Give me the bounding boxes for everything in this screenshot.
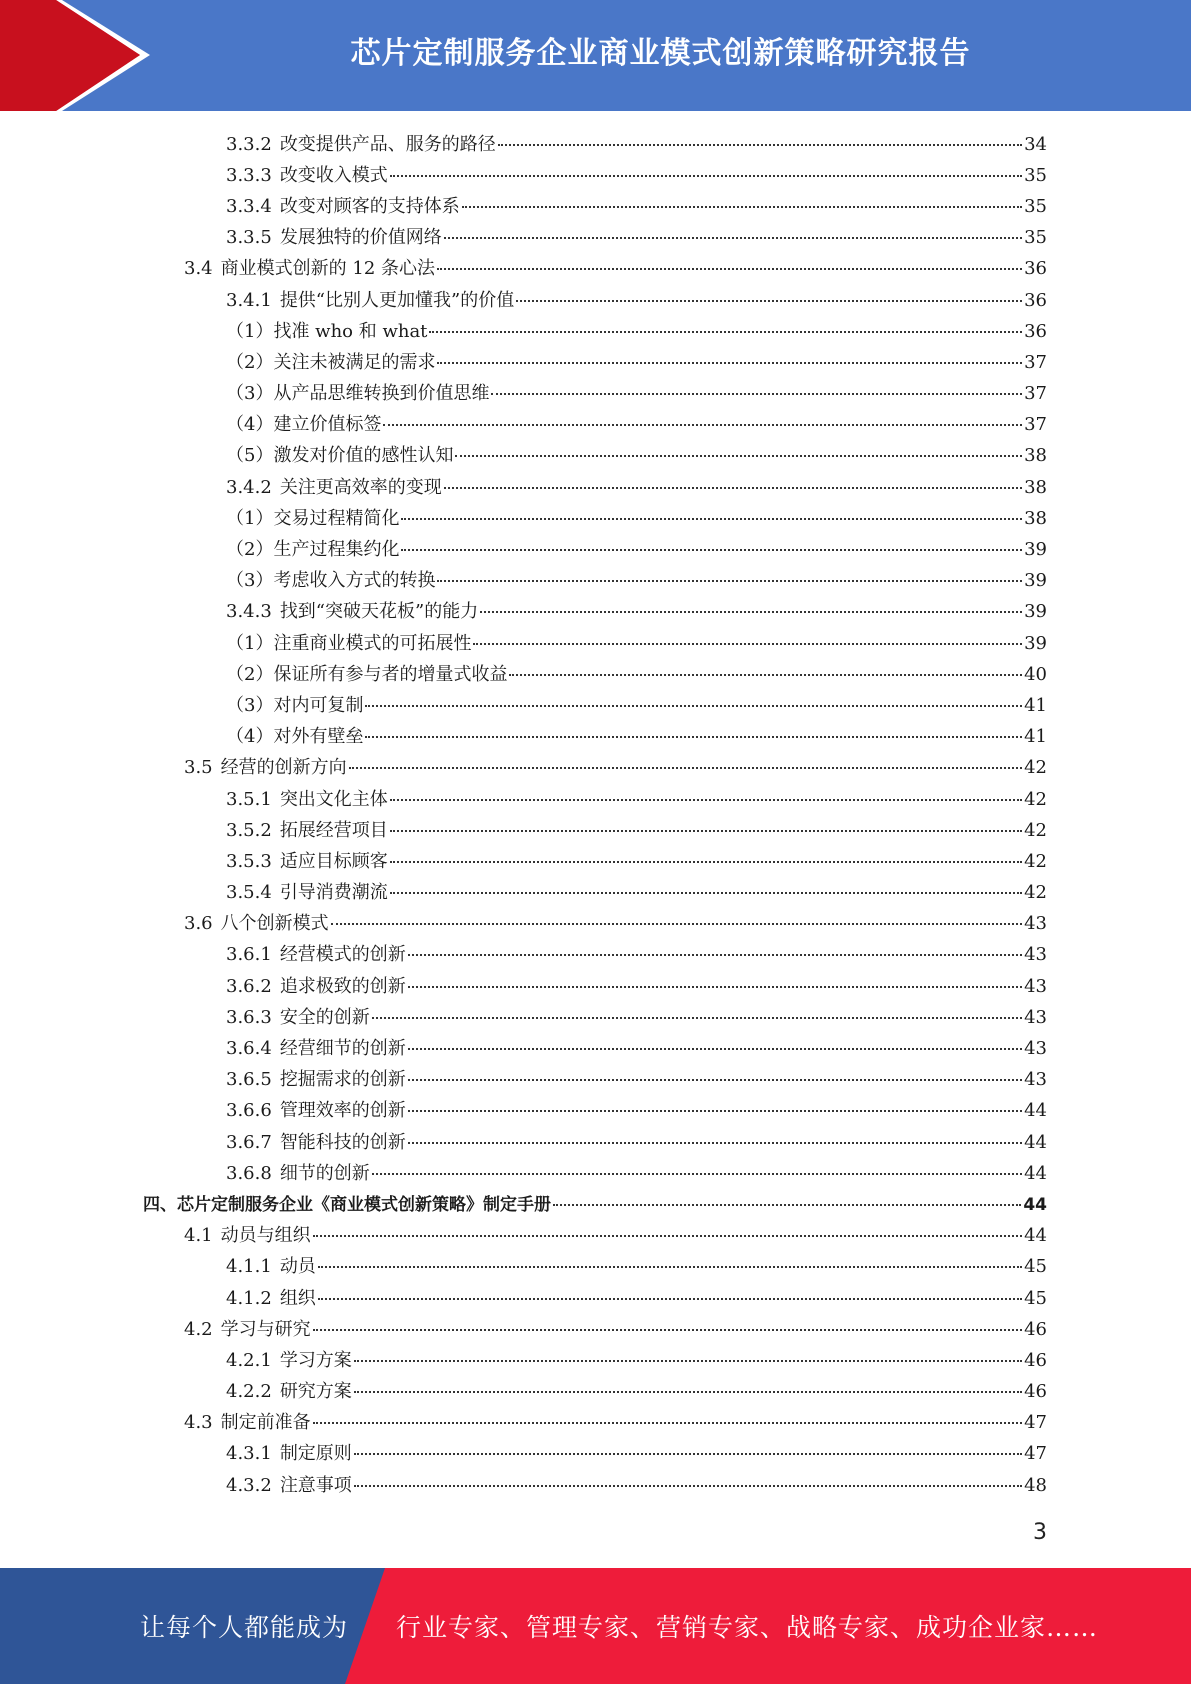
toc-entry-number: （4）	[226, 726, 274, 748]
toc-entry-number: 3.4.2	[226, 476, 272, 498]
toc-leader-dots	[437, 362, 1022, 364]
toc-entry-label	[226, 130, 496, 156]
toc-leader-dots	[313, 1422, 1022, 1424]
toc-entry-title: 适应目标顾客	[279, 850, 388, 872]
toc-leader-dots	[318, 1266, 1022, 1268]
toc-entry-page: 44	[1023, 1195, 1047, 1216]
toc-entry-page: 43	[1024, 913, 1047, 935]
toc-leader-dots	[509, 674, 1022, 676]
toc-entry[interactable]	[0, 1094, 1191, 1125]
toc-entry-title: 找准 who 和 what	[273, 320, 428, 342]
toc-entry-title: 学习与研究	[220, 1318, 311, 1340]
toc-entry-page: 42	[1024, 882, 1047, 904]
toc-entry-page: 35	[1024, 195, 1047, 217]
toc-entry-title: 提供“比别人更加懂我”的价值	[279, 289, 515, 311]
toc-entry-title: 学习方案	[279, 1349, 352, 1371]
toc-entry[interactable]	[0, 813, 1191, 844]
toc-entry-label	[226, 1252, 316, 1278]
toc-entry-page: 37	[1024, 351, 1047, 373]
toc-entry-page: 39	[1024, 601, 1047, 623]
toc-entry-label	[184, 753, 347, 779]
toc-entry-number: 3.6	[184, 913, 213, 935]
toc-entry[interactable]	[0, 252, 1191, 283]
toc-entry-label	[226, 1128, 406, 1154]
toc-entry-title: 关注未被满足的需求	[273, 351, 436, 373]
toc-entry-title: 动员	[279, 1256, 316, 1278]
toc-entry[interactable]	[0, 720, 1191, 751]
toc-entry-page: 39	[1024, 539, 1047, 561]
toc-entry-number: （1）	[226, 507, 274, 529]
toc-entry[interactable]	[0, 1156, 1191, 1187]
toc-entry-page: 46	[1024, 1349, 1047, 1371]
toc-leader-dots	[408, 1048, 1022, 1050]
toc-leader-dots	[354, 1360, 1022, 1362]
toc-entry-label	[184, 909, 329, 935]
toc-entry-title: 考虑收入方式的转换	[273, 570, 436, 592]
toc-entry-number: （2）	[226, 663, 274, 685]
toc-entry[interactable]	[0, 158, 1191, 189]
toc-entry-title: 找到“突破天花板”的能力	[279, 601, 479, 623]
toc-entry-label	[226, 535, 399, 561]
toc-entry-title: 动员与组织	[220, 1225, 311, 1247]
toc-entry[interactable]	[0, 501, 1191, 532]
toc-entry-page: 46	[1024, 1318, 1047, 1340]
toc-leader-dots	[491, 393, 1022, 395]
toc-leader-dots	[390, 861, 1022, 863]
toc-entry-page: 43	[1024, 1069, 1047, 1091]
toc-entry[interactable]	[0, 844, 1191, 875]
toc-entry-label	[226, 473, 442, 499]
toc-entry-label	[226, 972, 406, 998]
toc-entry-page: 37	[1024, 383, 1047, 405]
toc-entry-label	[226, 1284, 316, 1310]
toc-entry-label	[184, 1315, 311, 1341]
toc-entry[interactable]	[0, 283, 1191, 314]
toc-entry-title: 保证所有参与者的增量式收益	[273, 663, 508, 685]
toc-entry-label	[226, 286, 514, 312]
toc-entry-label	[226, 410, 381, 436]
toc-leader-dots	[318, 1298, 1022, 1300]
header-banner	[0, 0, 1191, 111]
toc-entry-page: 43	[1024, 1006, 1047, 1028]
toc-entry-number: 3.3.3	[226, 164, 272, 186]
toc-leader-dots	[331, 923, 1022, 925]
toc-entry-number: 3.4	[184, 258, 213, 280]
toc-entry-title: 交易过程精简化	[273, 507, 400, 529]
toc-entry-page: 42	[1024, 788, 1047, 810]
toc-entry[interactable]	[0, 782, 1191, 813]
toc-entry-number: 4.3.1	[226, 1443, 272, 1465]
toc-entry-label	[226, 566, 435, 592]
toc-entry[interactable]	[0, 1125, 1191, 1156]
toc-leader-dots	[372, 1173, 1022, 1175]
toc-leader-dots	[372, 1017, 1022, 1019]
document-title: 芯片定制服务企业商业模式创新策略研究报告	[350, 36, 971, 71]
toc-entry-page: 35	[1024, 227, 1047, 249]
toc-leader-dots	[408, 1142, 1022, 1144]
toc-entry-page: 38	[1024, 445, 1047, 467]
toc-entry[interactable]	[0, 345, 1191, 376]
toc-entry-number: 4.2.1	[226, 1349, 272, 1371]
toc-leader-dots	[354, 1391, 1022, 1393]
toc-entry-label	[226, 348, 435, 374]
toc-entry-title: 商业模式创新的 12 条心法	[220, 258, 435, 280]
toc-leader-dots	[408, 1110, 1022, 1112]
toc-entry-page: 47	[1024, 1443, 1047, 1465]
toc-entry-page: 36	[1024, 320, 1047, 342]
toc-entry-page: 42	[1024, 819, 1047, 841]
toc-entry[interactable]	[0, 377, 1191, 408]
toc-entry-title: 经营模式的创新	[279, 944, 406, 966]
toc-entry-number: 3.6.8	[226, 1162, 272, 1184]
toc-entry-title: 对外有壁垒	[273, 726, 364, 748]
toc-leader-dots	[354, 1453, 1022, 1455]
table-of-contents	[0, 127, 1191, 1499]
toc-entry-title: 挖掘需求的创新	[279, 1069, 406, 1091]
footer-slogan-left: 让每个人都能成为	[140, 1613, 349, 1642]
toc-leader-dots	[401, 518, 1022, 520]
toc-entry-number: 3.3.2	[226, 133, 272, 155]
toc-entry[interactable]	[0, 439, 1191, 470]
toc-entry-label	[226, 192, 460, 218]
toc-entry[interactable]	[0, 1312, 1191, 1343]
toc-entry-title: 智能科技的创新	[279, 1131, 406, 1153]
toc-entry-label	[226, 1346, 352, 1372]
toc-entry-label	[226, 847, 388, 873]
toc-entry-page: 45	[1024, 1256, 1047, 1278]
toc-entry[interactable]	[0, 1063, 1191, 1094]
toc-entry-title: 研究方案	[279, 1381, 352, 1403]
toc-entry-page: 44	[1024, 1225, 1047, 1247]
toc-entry[interactable]	[0, 127, 1191, 158]
toc-entry-number: 3.5.2	[226, 819, 272, 841]
toc-entry-number: 3.6.5	[226, 1069, 272, 1091]
toc-entry-title: 经营细节的创新	[279, 1038, 406, 1060]
toc-entry-label	[226, 504, 399, 530]
toc-entry-label	[226, 785, 388, 811]
toc-entry-label	[143, 1190, 551, 1215]
toc-entry-page: 44	[1024, 1100, 1047, 1122]
toc-entry[interactable]	[0, 595, 1191, 626]
toc-entry-title: 建立价值标签	[273, 414, 382, 436]
toc-entry-page: 38	[1024, 476, 1047, 498]
toc-entry-number: 3.6.4	[226, 1038, 272, 1060]
toc-entry-label	[226, 691, 363, 717]
toc-entry-title: 引导消费潮流	[279, 882, 388, 904]
toc-entry-title: 管理效率的创新	[279, 1100, 406, 1122]
toc-entry-number: 3.5.1	[226, 788, 272, 810]
toc-leader-dots	[408, 954, 1022, 956]
toc-entry-number: 3.6.7	[226, 1131, 272, 1153]
toc-entry[interactable]	[0, 626, 1191, 657]
toc-leader-dots	[480, 611, 1022, 613]
toc-entry-page: 44	[1024, 1162, 1047, 1184]
toc-entry-label	[226, 940, 406, 966]
toc-entry[interactable]	[0, 1031, 1191, 1062]
toc-leader-dots	[390, 892, 1022, 894]
toc-leader-dots	[462, 206, 1022, 208]
toc-entry-label	[226, 878, 388, 904]
toc-entry-number: 3.6.6	[226, 1100, 272, 1122]
toc-leader-dots	[390, 175, 1022, 177]
toc-entry-label	[226, 629, 471, 655]
toc-entry-number: 4.2.2	[226, 1381, 272, 1403]
toc-entry-title: 从产品思维转换到价值思维	[273, 383, 490, 405]
toc-entry-number: 3.6.3	[226, 1006, 272, 1028]
toc-leader-dots	[429, 331, 1022, 333]
toc-entry-title: 组织	[279, 1287, 316, 1309]
toc-leader-dots	[401, 549, 1022, 551]
toc-entry-number: 3.4.3	[226, 601, 272, 623]
toc-entry-label	[184, 1221, 311, 1247]
toc-entry-page: 35	[1024, 164, 1047, 186]
toc-leader-dots	[437, 268, 1022, 270]
toc-entry-label	[226, 1439, 352, 1465]
toc-entry[interactable]	[0, 564, 1191, 595]
toc-entry-number: 4.3	[184, 1412, 213, 1434]
toc-entry[interactable]	[0, 221, 1191, 252]
toc-entry-title: 制定前准备	[220, 1412, 311, 1434]
toc-entry-label	[226, 1034, 406, 1060]
toc-entry-label	[226, 441, 453, 467]
toc-leader-dots	[437, 580, 1022, 582]
toc-entry-label	[226, 161, 388, 187]
toc-entry-label	[226, 317, 427, 343]
toc-leader-dots	[365, 736, 1022, 738]
toc-entry-page: 42	[1024, 757, 1047, 779]
toc-entry-label	[184, 1408, 311, 1434]
toc-entry-label	[184, 254, 435, 280]
toc-entry-title: 发展独特的价值网络	[279, 227, 442, 249]
toc-leader-dots	[553, 1204, 1021, 1206]
toc-entry-number: （3）	[226, 694, 274, 716]
toc-leader-dots	[408, 1079, 1022, 1081]
toc-entry[interactable]	[0, 657, 1191, 688]
toc-entry-title: 生产过程集约化	[273, 539, 400, 561]
toc-entry-label	[226, 816, 388, 842]
toc-entry-page: 39	[1024, 632, 1047, 654]
toc-entry-page: 37	[1024, 414, 1047, 436]
toc-entry-page: 42	[1024, 850, 1047, 872]
toc-entry[interactable]	[0, 1000, 1191, 1031]
toc-leader-dots	[383, 424, 1022, 426]
footer-slogan-right: 行业专家、管理专家、营销专家、战略专家、成功企业家……	[396, 1613, 1099, 1642]
toc-leader-dots	[349, 767, 1022, 769]
toc-entry-label	[226, 379, 489, 405]
toc-entry[interactable]	[0, 314, 1191, 345]
toc-entry-number: （2）	[226, 351, 274, 373]
toc-entry-title: 注重商业模式的可拓展性	[273, 632, 472, 654]
toc-entry-label	[226, 597, 478, 623]
toc-entry-title: 改变对顾客的支持体系	[279, 195, 460, 217]
toc-entry-label	[226, 1096, 406, 1122]
toc-leader-dots	[365, 705, 1022, 707]
toc-entry-title: 拓展经营项目	[279, 819, 388, 841]
toc-entry-number: （5）	[226, 445, 274, 467]
toc-entry-number: 4.3.2	[226, 1474, 272, 1496]
toc-entry-title: 突出文化主体	[279, 788, 388, 810]
toc-leader-dots	[444, 237, 1022, 239]
toc-leader-dots	[455, 455, 1022, 457]
toc-entry-page: 36	[1024, 258, 1047, 280]
toc-entry-page: 36	[1024, 289, 1047, 311]
toc-entry-label	[226, 223, 442, 249]
toc-entry-number: 3.3.5	[226, 227, 272, 249]
toc-entry[interactable]	[0, 408, 1191, 439]
toc-leader-dots	[354, 1485, 1022, 1487]
toc-entry-number: 3.4.1	[226, 289, 272, 311]
toc-leader-dots	[473, 643, 1022, 645]
toc-entry-number: 3.5.4	[226, 882, 272, 904]
toc-entry-page: 46	[1024, 1381, 1047, 1403]
toc-entry[interactable]	[0, 938, 1191, 969]
toc-entry-page: 44	[1024, 1131, 1047, 1153]
toc-entry-title: 安全的创新	[279, 1006, 370, 1028]
toc-entry-number: 3.6.2	[226, 975, 272, 997]
toc-entry[interactable]	[0, 1281, 1191, 1312]
toc-entry-number: （2）	[226, 539, 274, 561]
toc-entry-label	[226, 1377, 352, 1403]
toc-entry-title: 经营的创新方向	[220, 757, 347, 779]
toc-entry-label	[226, 722, 363, 748]
toc-entry[interactable]	[0, 876, 1191, 907]
toc-entry-number: （1）	[226, 320, 274, 342]
toc-entry-page: 38	[1024, 507, 1047, 529]
toc-entry-number: 4.1.1	[226, 1256, 272, 1278]
toc-leader-dots	[408, 986, 1022, 988]
toc-entry-title: 八个创新模式	[220, 913, 329, 935]
toc-entry-page: 43	[1024, 975, 1047, 997]
toc-entry[interactable]	[0, 532, 1191, 563]
toc-entry-number: （1）	[226, 632, 274, 654]
toc-entry-page: 39	[1024, 570, 1047, 592]
toc-entry-title: 改变收入模式	[279, 164, 388, 186]
toc-entry-title: 改变提供产品、服务的路径	[279, 133, 496, 155]
toc-entry-label	[226, 1159, 370, 1185]
footer-banner	[0, 1568, 1191, 1684]
toc-entry[interactable]	[0, 1343, 1191, 1374]
toc-entry[interactable]	[0, 1468, 1191, 1499]
toc-entry-page: 34	[1024, 133, 1047, 155]
toc-entry-title: 对内可复制	[273, 694, 364, 716]
toc-leader-dots	[313, 1329, 1022, 1331]
toc-entry-page: 43	[1024, 944, 1047, 966]
toc-entry-page: 40	[1024, 663, 1047, 685]
toc-entry-label	[226, 660, 507, 686]
page-number: 3	[1033, 1520, 1047, 1545]
toc-leader-dots	[498, 144, 1022, 146]
toc-entry-number: 3.6.1	[226, 944, 272, 966]
toc-entry-number: 3.5	[184, 757, 213, 779]
toc-entry-number: （4）	[226, 414, 274, 436]
toc-entry[interactable]	[0, 1250, 1191, 1281]
toc-entry[interactable]	[0, 969, 1191, 1000]
toc-entry[interactable]	[0, 751, 1191, 782]
toc-entry[interactable]	[0, 470, 1191, 501]
toc-entry[interactable]	[0, 1437, 1191, 1468]
toc-entry-number: 4.2	[184, 1318, 213, 1340]
toc-entry-number: 3.3.4	[226, 195, 272, 217]
toc-entry-page: 43	[1024, 1038, 1047, 1060]
toc-leader-dots	[390, 830, 1022, 832]
toc-entry-number: 4.1	[184, 1225, 213, 1247]
toc-entry[interactable]	[0, 1406, 1191, 1437]
toc-entry-title: 制定原则	[279, 1443, 352, 1465]
toc-leader-dots	[313, 1235, 1022, 1237]
toc-leader-dots	[390, 799, 1022, 801]
toc-entry-label	[226, 1471, 352, 1497]
toc-entry-title: 细节的创新	[279, 1162, 370, 1184]
toc-entry-title: 激发对价值的感性认知	[273, 445, 454, 467]
toc-entry-page: 41	[1024, 694, 1047, 716]
toc-entry-page: 47	[1024, 1412, 1047, 1434]
toc-entry-number: 3.5.3	[226, 850, 272, 872]
toc-entry[interactable]	[0, 688, 1191, 719]
toc-entry-number: 4.1.2	[226, 1287, 272, 1309]
toc-leader-dots	[516, 300, 1022, 302]
toc-entry[interactable]	[0, 189, 1191, 220]
toc-entry-title: 四、芯片定制服务企业《商业模式创新策略》制定手册	[143, 1195, 551, 1216]
toc-entry-page: 41	[1024, 726, 1047, 748]
toc-entry-title: 关注更高效率的变现	[279, 476, 442, 498]
toc-entry-label	[226, 1003, 370, 1029]
toc-leader-dots	[444, 487, 1022, 489]
toc-entry-label	[226, 1065, 406, 1091]
toc-entry-page: 48	[1024, 1474, 1047, 1496]
toc-entry-title: 注意事项	[279, 1474, 352, 1496]
toc-entry-number: （3）	[226, 383, 274, 405]
toc-entry[interactable]	[0, 1219, 1191, 1250]
toc-entry[interactable]	[0, 907, 1191, 938]
toc-entry[interactable]	[0, 1375, 1191, 1406]
toc-entry-number: （3）	[226, 570, 274, 592]
toc-entry-title: 追求极致的创新	[279, 975, 406, 997]
toc-entry[interactable]	[0, 1187, 1191, 1218]
toc-entry-page: 45	[1024, 1287, 1047, 1309]
